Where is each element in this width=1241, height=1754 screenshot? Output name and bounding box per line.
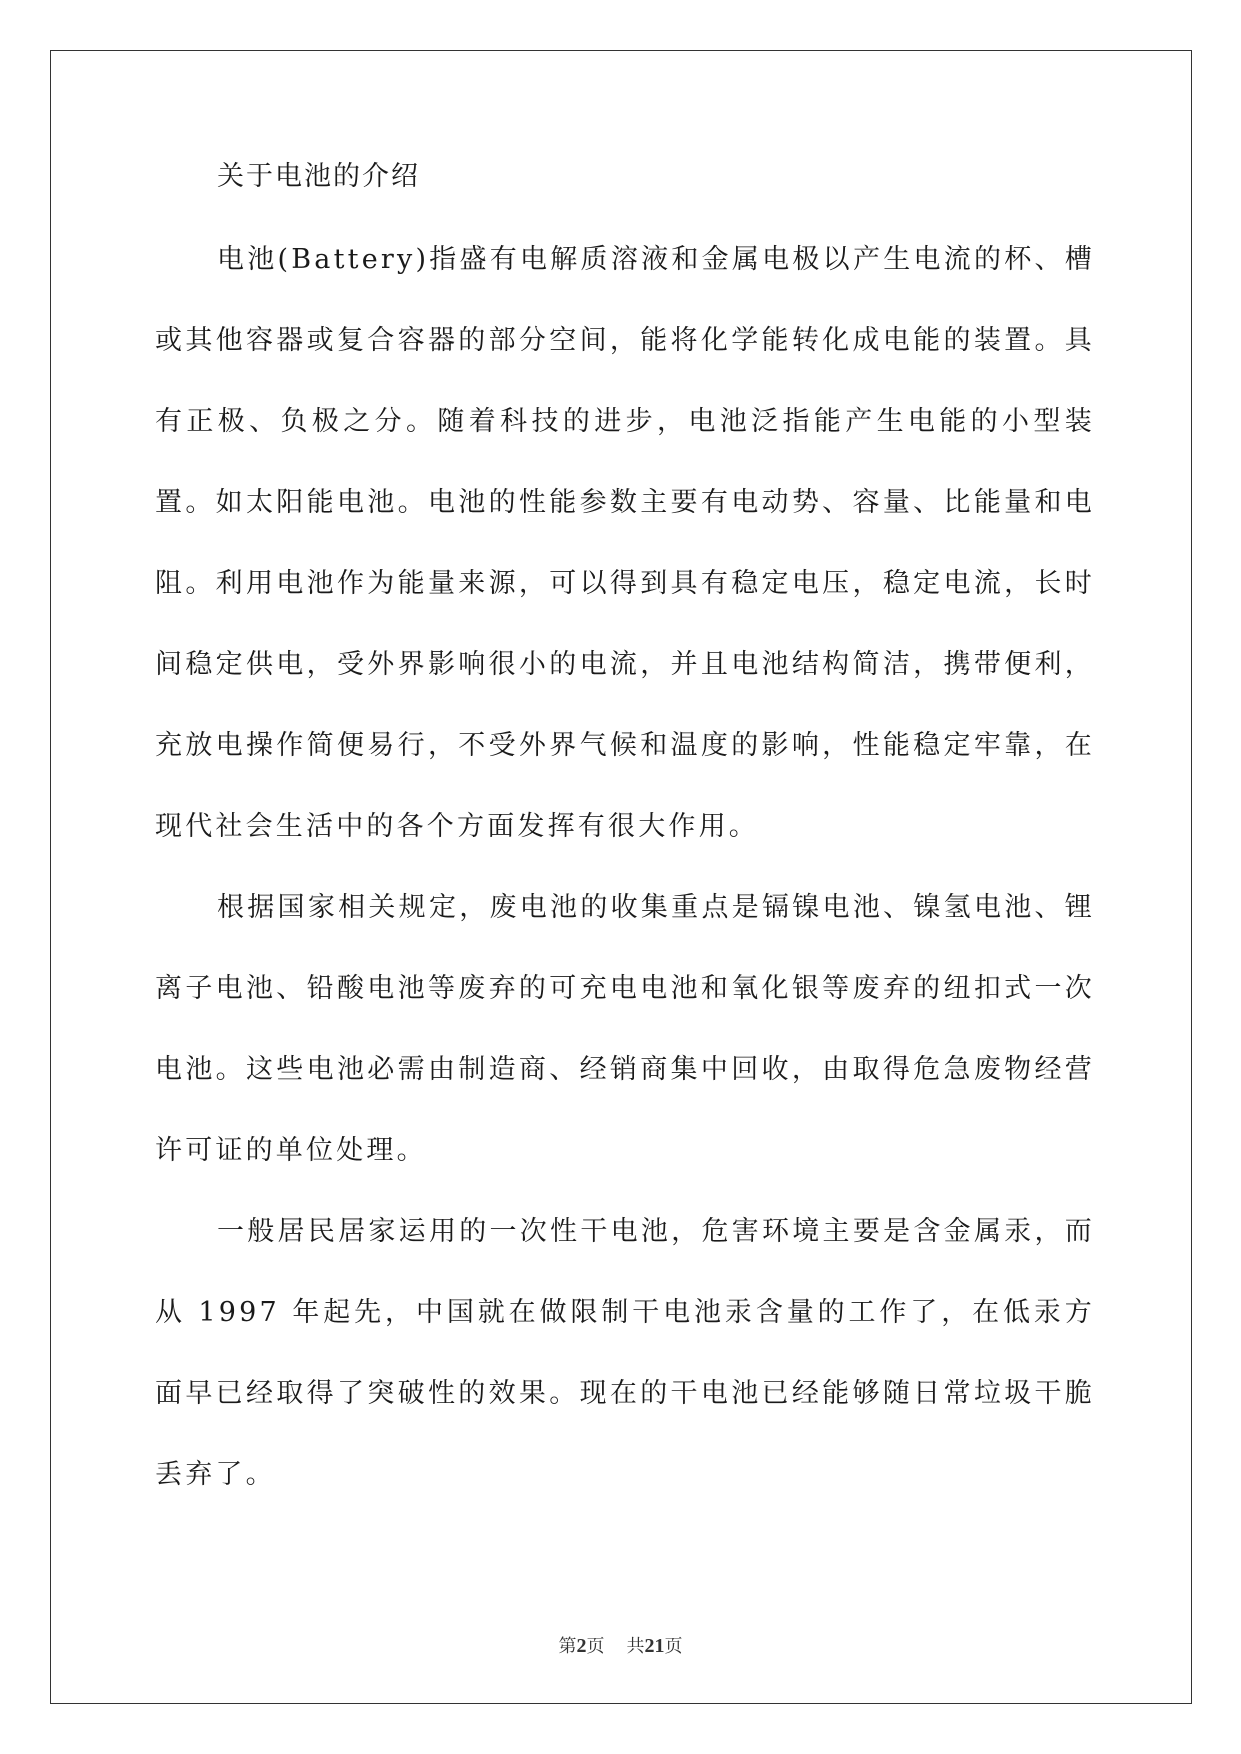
total-suffix: 页 [664, 1636, 683, 1657]
document-body [155, 160, 1095, 1538]
paragraph-battery-recycling: 根据国家相关规定，废电池的收集重点是镉镍电池、镍氢电池、锂离子电池、铅酸电池等废弃的可充电电池和氧化银等废弃的纽扣式一次电池。这些电池必需由制造商、经销商集中回收，由取得危急废物经营许可证的单位处理。 [155, 892, 1095, 1166]
total-prefix: 共 [626, 1636, 645, 1657]
page-footer [0, 1632, 1241, 1658]
page-suffix: 页 [586, 1636, 605, 1657]
page-number: 2 [576, 1635, 587, 1657]
page-prefix: 第 [558, 1636, 577, 1657]
total-pages: 21 [644, 1635, 665, 1657]
paragraph-dry-battery-mercury: 一般居民居家运用的一次性干电池，危害环境主要是含金属汞，而从 1997 年起先，中国就在做限制干电池汞含量的工作了，在低汞方面早已经取得了突破性的效果。现在的干电池已经能够随日常垃圾干脆丢弃了。 [155, 1216, 1095, 1490]
document-title: 关于电池的介绍 [217, 161, 420, 192]
paragraph-battery-definition: 电池(Battery)指盛有电解质溶液和金属电极以产生电流的杯、槽或其他容器或复合容器的部分空间，能将化学能转化成电能的装置。具有正极、负极之分。随着科技的进步，电池泛指能产生电能的小型装置。如太阳能电池。电池的性能参数主要有电动势、容量、比能量和电阻。利用电池作为能量来源，可以得到具有稳定电压，稳定电流，长时间稳定供电，受外界影响很小的电流，并且电池结构简洁，携带便利，充放电操作简便易行，不受外界气候和温度的影响，性能稳定牢靠，在现代社会生活中的各个方面发挥有很大作用。 [155, 244, 1095, 842]
